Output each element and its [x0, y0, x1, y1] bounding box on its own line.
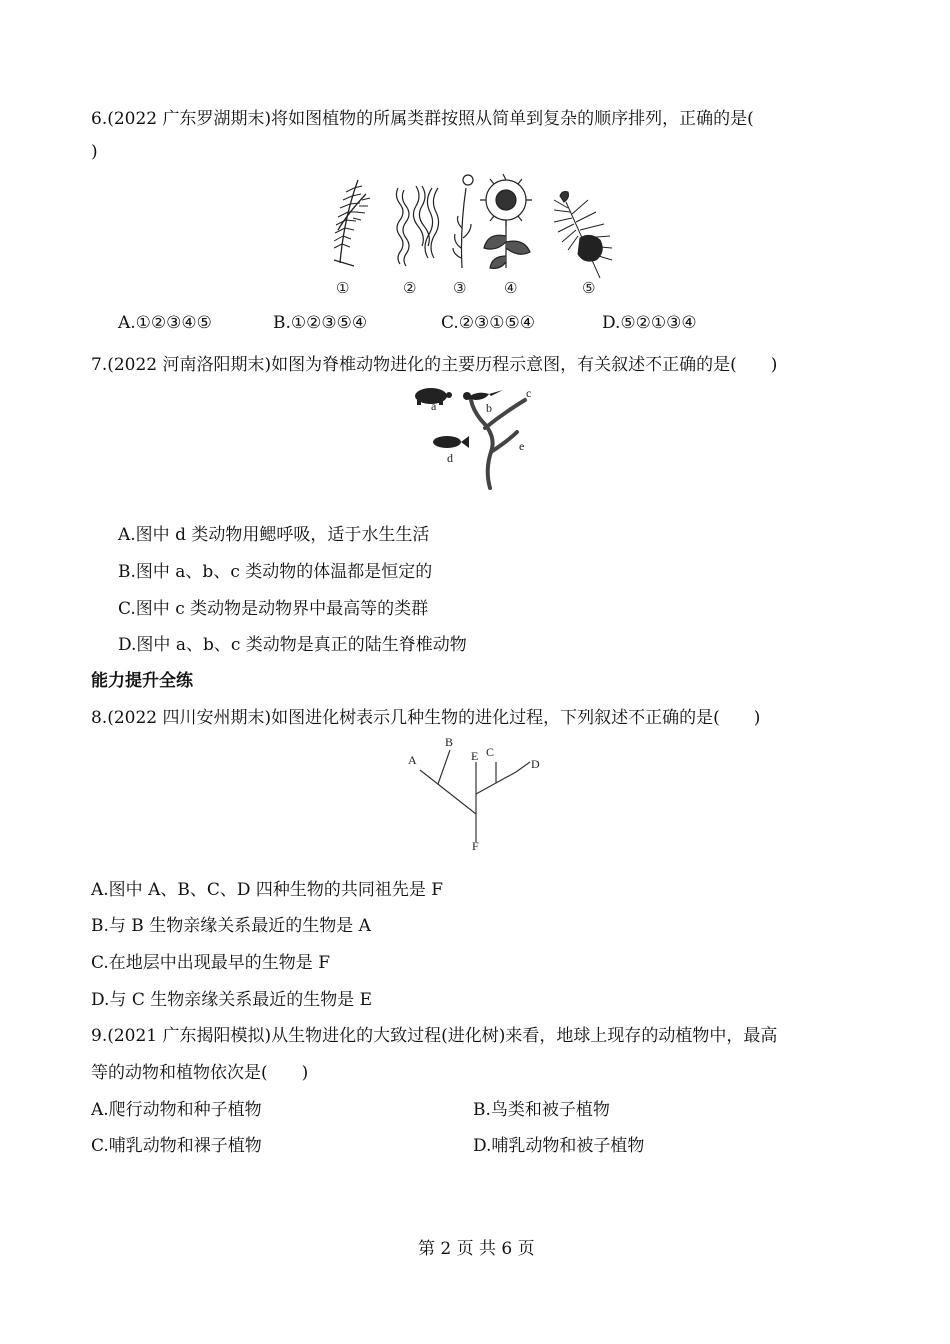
label-a: a: [431, 399, 437, 413]
tree-label-a: A: [408, 753, 417, 767]
q9-stem-line2: 等的动物和植物依次是( ): [91, 1063, 309, 1083]
evolution-tree-branches: [420, 750, 530, 842]
q7-stem: 7.(2022 河南洛阳期末)如图为脊椎动物进化的主要历程示意图，有关叙述不正确的是( ): [91, 355, 778, 375]
q8-option-b[interactable]: B.与 B 生物亲缘关系最近的生物是 A: [91, 916, 371, 936]
q6-option-c[interactable]: C.②③①⑤④: [441, 313, 536, 333]
algae-drawing: [396, 186, 438, 266]
q9-option-c[interactable]: C.哺乳动物和裸子植物: [91, 1136, 262, 1156]
figure-label-3: ③: [453, 279, 467, 297]
figure-label-5: ⑤: [582, 279, 596, 297]
fish-drawing: [433, 436, 469, 448]
q7-vertebrate-tree-figure: [405, 380, 545, 492]
tree-label-c: C: [486, 745, 495, 759]
q9-option-a[interactable]: A.爬行动物和种子植物: [91, 1100, 262, 1120]
q9-option-d[interactable]: D.哺乳动物和被子植物: [473, 1136, 645, 1156]
label-b: b: [486, 401, 492, 415]
q8-option-d[interactable]: D.与 C 生物亲缘关系最近的生物是 E: [91, 990, 373, 1010]
q6-option-d[interactable]: D.⑤②①③④: [602, 313, 697, 333]
q9-stem-line1: 9.(2021 广东揭阳模拟)从生物进化的大致过程(进化树)来看，地球上现存的动植物中，最高: [91, 1026, 778, 1046]
q6-stem-line2: ): [91, 142, 98, 162]
q7-option-c[interactable]: C.图中 c 类动物是动物界中最高等的类群: [118, 599, 429, 619]
q6-option-a[interactable]: A.①②③④⑤: [118, 313, 212, 333]
figure-label-1: ①: [336, 279, 350, 297]
q6-option-b[interactable]: B.①②③⑤④: [273, 313, 368, 333]
q8-option-a[interactable]: A.图中 A、B、C、D 四种生物的共同祖先是 F: [91, 880, 444, 900]
q7-option-d[interactable]: D.图中 a、b、c 类动物是真正的陆生脊椎动物: [118, 635, 467, 655]
q7-option-a[interactable]: A.图中 d 类动物用鳃呼吸，适于水生生活: [118, 525, 430, 545]
section-title: 能力提升全练: [91, 671, 193, 691]
q8-stem: 8.(2022 四川安州期末)如图进化树表示几种生物的进化过程，下列叙述不正确的是( ): [91, 708, 761, 728]
tree-label-b: B: [445, 735, 454, 749]
figure-label-4: ④: [504, 279, 518, 297]
figure-label-2: ②: [403, 279, 417, 297]
vertebrate-tree-branches: [471, 400, 525, 488]
tree-label-e: E: [471, 749, 479, 763]
sunflower-drawing: [480, 174, 532, 268]
q6-stem-line1: 6.(2022 广东罗湖期末)将如图植物的所属类群按照从简单到复杂的顺序排列，正确的是(: [91, 109, 754, 129]
bird-drawing: [463, 390, 503, 400]
page-footer: 第 2 页 共 6 页: [418, 1239, 535, 1259]
label-c: c: [526, 386, 532, 400]
q9-option-b[interactable]: B.鸟类和被子植物: [473, 1100, 610, 1120]
label-e: e: [519, 439, 525, 453]
q8-option-c[interactable]: C.在地层中出现最早的生物是 F: [91, 953, 331, 973]
label-d: d: [447, 451, 453, 465]
tree-label-f: F: [472, 839, 479, 853]
q6-plant-figure: [310, 168, 640, 303]
tree-label-d: D: [531, 757, 540, 771]
moss-drawing: [453, 175, 473, 268]
q8-evolution-tree-figure: [400, 732, 560, 854]
fern-drawing: [334, 180, 370, 266]
pine-drawing: [554, 192, 612, 279]
q7-option-b[interactable]: B.图中 a、b、c 类动物的体温都是恒定的: [118, 562, 433, 582]
